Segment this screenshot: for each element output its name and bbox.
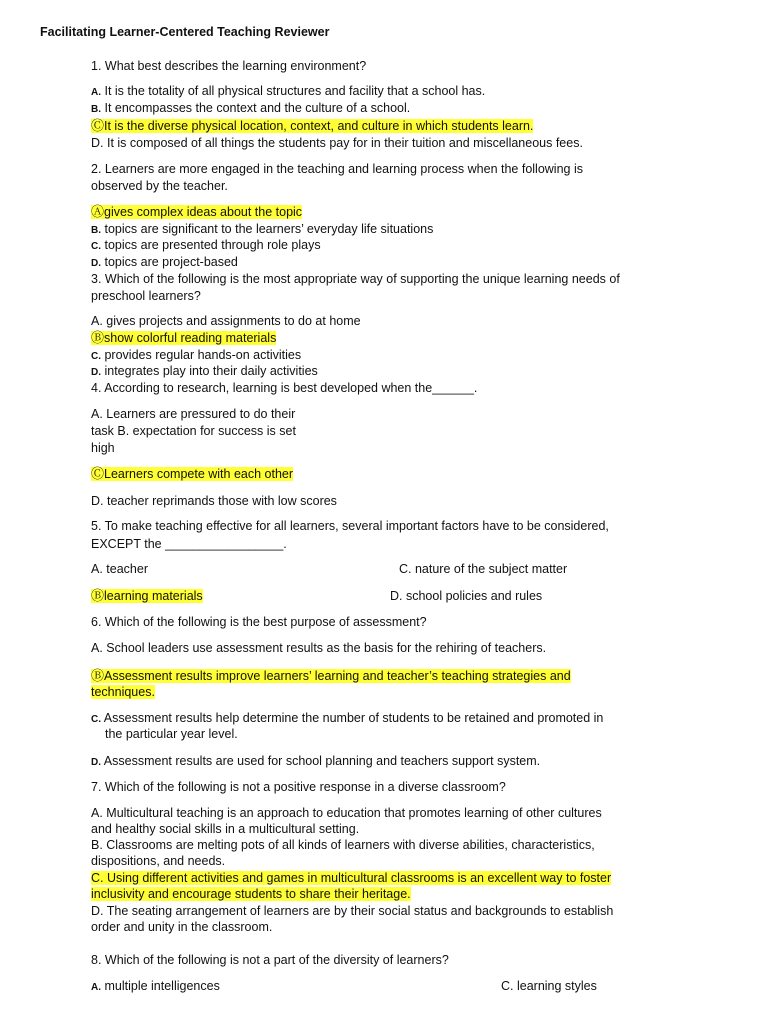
- q7-option-a-line2: and healthy social skills in a multicultural setting.: [91, 822, 360, 836]
- q6-option-d: D. Assessment results are used for school planning and teachers support system.: [91, 754, 541, 768]
- q3-stem-line1: 3. Which of the following is the most appropriate way of supporting the unique learning needs of: [91, 272, 620, 286]
- q6-stem: 6. Which of the following is the best purpose of assessment?: [91, 615, 427, 629]
- q2-option-d: D. topics are project-based: [91, 255, 238, 269]
- q2-stem-line2: observed by the teacher.: [91, 179, 228, 193]
- q3-option-d: D. integrates play into their daily activities: [91, 364, 318, 378]
- q7-option-d-line2: order and unity in the classroom.: [91, 920, 273, 934]
- q4-option-ab-line1: A. Learners are pressured to do their: [91, 407, 296, 421]
- document-title: Facilitating Learner-Centered Teaching Reviewer: [40, 25, 330, 39]
- q5-option-d: D. school policies and rules: [390, 589, 543, 603]
- q6-option-b-answer-line2: techniques.: [91, 685, 155, 699]
- q7-option-c-answer-line2: inclusivity and encourage students to share their heritage.: [91, 887, 411, 901]
- q7-option-b-line2: dispositions, and needs.: [91, 854, 226, 868]
- q6-option-c-line1: C. Assessment results help determine the number of students to be retained and promoted in: [91, 711, 604, 725]
- q5-option-b-answer: Ⓑlearning materials: [91, 588, 203, 603]
- q1-stem: 1. What best describes the learning environment?: [91, 59, 367, 73]
- q5-stem-line2: EXCEPT the _________________.: [91, 537, 287, 551]
- q2-option-c: C. topics are presented through role plays: [91, 238, 321, 252]
- q7-option-a-line1: A. Multicultural teaching is an approach to education that promotes learning of other cultures: [91, 806, 602, 820]
- q4-option-c-answer: ⒸLearners compete with each other: [91, 466, 294, 481]
- q7-option-b-line1: B. Classrooms are melting pots of all kinds of learners with diverse abilities, characteristics,: [91, 838, 595, 852]
- q7-option-c-answer-line1: C. Using different activities and games in multicultural classrooms is an excellent way to foster: [91, 871, 612, 885]
- q8-stem: 8. Which of the following is not a part of the diversity of learners?: [91, 953, 449, 967]
- q1-option-b: B. It encompasses the context and the culture of a school.: [91, 101, 411, 115]
- q3-option-c: C. provides regular hands-on activities: [91, 348, 302, 362]
- q6-option-c-line2: the particular year level.: [105, 727, 238, 741]
- q4-option-ab-line2: task B. expectation for success is set: [91, 424, 296, 438]
- q7-stem: 7. Which of the following is not a positive response in a diverse classroom?: [91, 780, 506, 794]
- q8-option-a: A. multiple intelligences: [91, 979, 220, 993]
- q5-option-a: A. teacher: [91, 562, 148, 576]
- q3-stem-line2: preschool learners?: [91, 289, 201, 303]
- q6-option-b-answer-line1: ⒷAssessment results improve learners’ learning and teacher’s teaching strategies and: [91, 668, 571, 683]
- q3-option-a: A. gives projects and assignments to do at home: [91, 314, 361, 328]
- q8-option-c: C. learning styles: [501, 979, 597, 993]
- q4-stem: 4. According to research, learning is best developed when the______.: [91, 381, 478, 395]
- q2-option-b: B. topics are significant to the learners’ everyday life situations: [91, 222, 434, 236]
- q6-option-a: A. School leaders use assessment results as the basis for the rehiring of teachers.: [91, 641, 547, 655]
- q4-option-d: D. teacher reprimands those with low scores: [91, 494, 337, 508]
- q4-option-ab-line3: high: [91, 441, 115, 455]
- q1-option-a: A. It is the totality of all physical structures and facility that a school has.: [91, 84, 486, 98]
- q3-option-b-answer: Ⓑshow colorful reading materials: [91, 330, 277, 345]
- q7-option-d-line1: D. The seating arrangement of learners are by their social status and backgrounds to establish: [91, 904, 614, 918]
- q5-stem-line1: 5. To make teaching effective for all learners, several important factors have to be considered,: [91, 519, 609, 533]
- q5-option-c: C. nature of the subject matter: [399, 562, 568, 576]
- q1-option-d: D. It is composed of all things the students pay for in their tuition and miscellaneous fees.: [91, 136, 583, 150]
- q2-option-a-answer: Ⓐgives complex ideas about the topic: [91, 204, 303, 219]
- q1-option-c-answer: ⒸIt is the diverse physical location, context, and culture in which students learn.: [91, 118, 534, 133]
- q2-stem-line1: 2. Learners are more engaged in the teaching and learning process when the following is: [91, 162, 583, 176]
